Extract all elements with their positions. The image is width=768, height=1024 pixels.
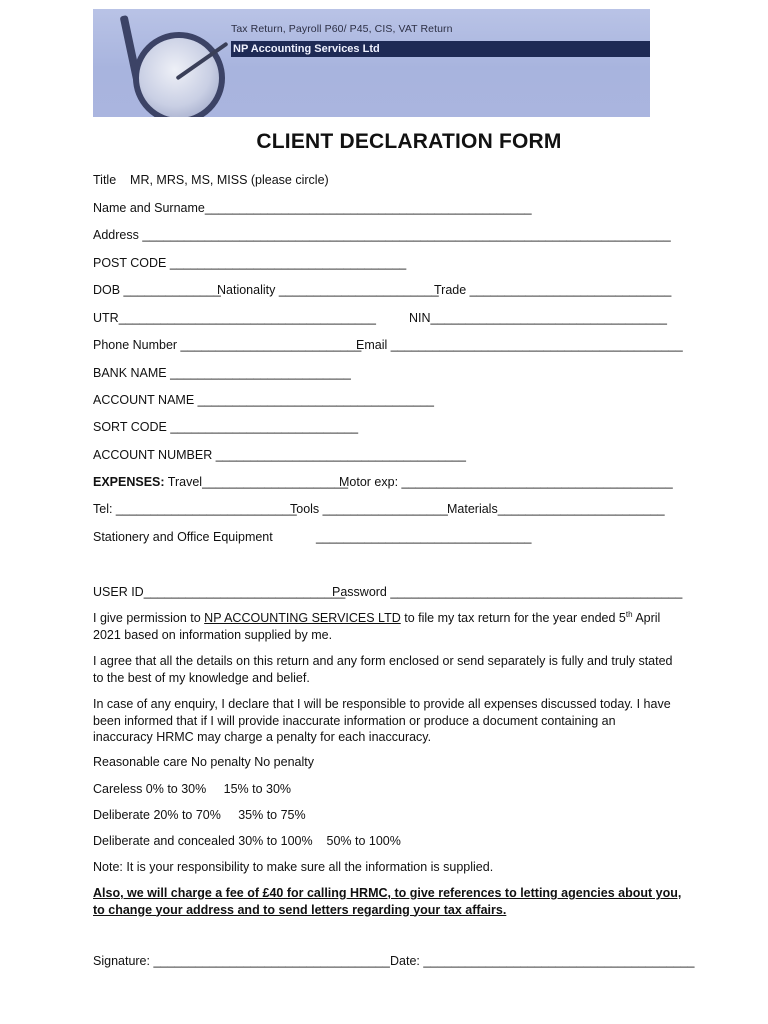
materials-field[interactable]: Materials________________________ [447, 502, 665, 516]
responsibility-note: Note: It is your responsibility to make sure all the information is supplied. [93, 860, 494, 874]
password-field[interactable]: Password __________________________________________ [332, 585, 683, 599]
sort-code-field[interactable]: SORT CODE ___________________________ [93, 420, 359, 434]
banner-company-label: NP Accounting Services Ltd [233, 43, 380, 55]
stationery-field[interactable]: _______________________________ [316, 530, 532, 544]
travel-field-line[interactable]: Travel_____________________ [164, 475, 349, 489]
enquiry-paragraph: In case of any enquiry, I declare that I will be responsible to provide all expenses discussed today. I have been informed that if I will provide inaccurate information or produce a document containing an inaccuracy HRMC may charge a penalty for each inaccuracy. [93, 697, 671, 744]
penalty-deliberate-concealed: Deliberate and concealed 30% to 100% 50% to 100% [93, 834, 401, 848]
banner-company-name [231, 41, 650, 57]
user-id-field[interactable]: USER ID_____________________________ [93, 585, 346, 599]
expenses-label: EXPENSES: [93, 475, 165, 489]
fee-notice: Also, we will charge a fee of £40 for calling HRMC, to give references to letting agencies about you, to change your address and to send letters regarding your tax affairs. [93, 886, 682, 917]
motor-exp-field[interactable]: Motor exp: _______________________________________ [339, 475, 673, 489]
permission-company-name: NP ACCOUNTING SERVICES LTD [204, 611, 401, 625]
permission-superscript: th [625, 609, 633, 619]
dob-field[interactable]: DOB ______________ [93, 283, 221, 297]
penalty-careless: Careless 0% to 30% 15% to 30% [93, 782, 292, 796]
trade-field[interactable]: Trade _____________________________ [434, 283, 672, 297]
postcode-field[interactable]: POST CODE __________________________________ [93, 256, 407, 270]
permission-paragraph [93, 610, 678, 643]
date-field[interactable]: Date: _______________________________________ [390, 954, 695, 968]
permission-text-end: April 2021 based on information supplied by me. [93, 611, 661, 642]
phone-field[interactable]: Phone Number __________________________ [93, 338, 362, 352]
bank-name-field[interactable]: BANK NAME __________________________ [93, 366, 351, 380]
utr-field[interactable]: UTR_____________________________________ [93, 311, 376, 325]
form-title: CLIENT DECLARATION FORM [256, 130, 562, 153]
name-field[interactable]: Name and Surname_______________________________________________ [93, 201, 532, 215]
company-banner [93, 9, 650, 117]
signature-field[interactable]: Signature: __________________________________ [93, 954, 390, 968]
email-field[interactable]: Email __________________________________________ [356, 338, 683, 352]
penalty-reasonable-care: Reasonable care No penalty No penalty [93, 755, 314, 769]
expenses-travel-field[interactable] [93, 474, 348, 490]
account-number-field[interactable]: ACCOUNT NUMBER ____________________________________ [93, 448, 466, 462]
address-field[interactable]: Address ____________________________________________________________________________ [93, 228, 671, 242]
agree-paragraph: I agree that all the details on this return and any form enclosed or send separately is fully and truly stated to the best of my knowledge and belief. [93, 654, 673, 685]
permission-text-middle: to file my tax return for the year ended 5 [400, 611, 626, 625]
permission-text-start: I give permission to [93, 611, 205, 625]
nationality-field[interactable]: Nationality _______________________ [217, 283, 439, 297]
tools-field[interactable]: Tools __________________ [290, 502, 448, 516]
penalty-deliberate: Deliberate 20% to 70% 35% to 75% [93, 808, 306, 822]
title-field[interactable]: Title MR, MRS, MS, MISS (please circle) [93, 173, 329, 187]
account-name-field[interactable]: ACCOUNT NAME __________________________________ [93, 393, 435, 407]
tel-field[interactable]: Tel: __________________________ [93, 502, 297, 516]
stationery-label: Stationery and Office Equipment [93, 530, 273, 544]
banner-tagline: Tax Return, Payroll P60/ P45, CIS, VAT Return [231, 23, 453, 35]
nin-field[interactable]: NIN__________________________________ [409, 311, 667, 325]
